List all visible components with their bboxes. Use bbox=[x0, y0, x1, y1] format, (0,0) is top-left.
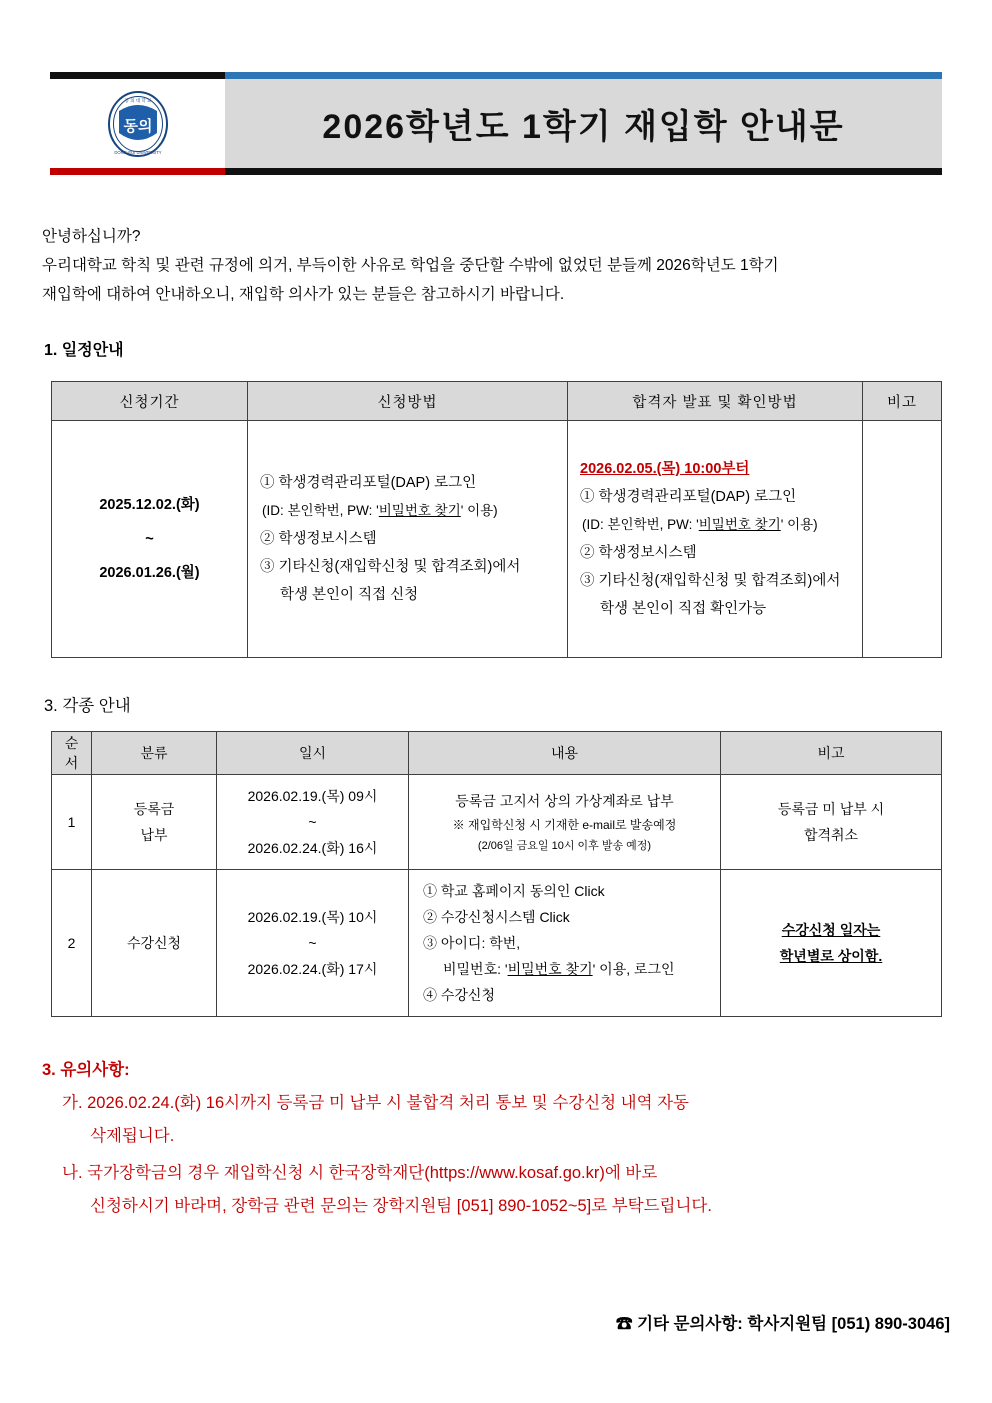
notice-list bbox=[62, 1087, 952, 1227]
misc-row2-datetime-tilde: ~ bbox=[308, 935, 317, 951]
greeting-line-3: 재입학에 대하여 안내하오니, 재입학 의사가 있는 분들은 참고하시기 바랍니다. bbox=[42, 286, 565, 303]
method-step-3: ③ 기타신청(재입학신청 및 합격조회)에서 bbox=[260, 559, 521, 575]
method-credentials: (ID: 본인학번, PW: '비밀번호 찾기' 이용) bbox=[262, 503, 498, 518]
greeting-line-1: 안녕하십니까? bbox=[42, 228, 141, 245]
misc-row2-category: 수강신청 bbox=[92, 870, 217, 1017]
period-tilde: ~ bbox=[145, 531, 154, 547]
svg-text:DONG-EUI UNIVERSITY: DONG-EUI UNIVERSITY bbox=[113, 149, 162, 155]
misc-col-order bbox=[52, 732, 92, 775]
misc-row1-content-line1: 등록금 고지서 상의 가상계좌로 납부 bbox=[455, 793, 674, 809]
misc-col-datetime: 일시 bbox=[217, 732, 409, 775]
result-step-3-cont: 학생 본인이 직접 확인가능 bbox=[600, 601, 767, 617]
misc-row2-datetime bbox=[217, 870, 409, 1017]
misc-row1-datetime-tilde: ~ bbox=[308, 814, 317, 830]
university-logo bbox=[50, 79, 225, 168]
list-item bbox=[62, 1157, 952, 1223]
period-end: 2026.01.26.(월) bbox=[99, 565, 200, 581]
method-step-1: ① 학생경력관리포털(DAP) 로그인 bbox=[260, 475, 477, 491]
misc-table bbox=[51, 731, 942, 1017]
notice-1-line2: 삭제됩니다. bbox=[90, 1127, 175, 1145]
password-find-link-3[interactable]: 비밀번호 찾기 bbox=[507, 961, 593, 977]
notice-2-line1: 국가장학금의 경우 재입학신청 시 한국장학재단(https://www.kosaf.go.kr)에 바로 bbox=[87, 1164, 658, 1182]
misc-col-content: 내용 bbox=[409, 732, 721, 775]
misc-table-header-row bbox=[52, 732, 942, 775]
schedule-col-period: 신청기간 bbox=[52, 382, 248, 421]
misc-row1-content-line3: (2/06일 금요일 10시 이후 발송 예정) bbox=[477, 840, 652, 852]
schedule-table-row bbox=[52, 421, 942, 658]
schedule-table-header-row bbox=[52, 382, 942, 421]
list-item bbox=[62, 1087, 952, 1153]
misc-row2-no: 2 bbox=[52, 870, 92, 1017]
misc-row2-datetime-start: 2026.02.19.(목) 10시 bbox=[247, 909, 378, 925]
footer-contact-text: 기타 문의사항: 학사지원팀 [051) 890-3046] bbox=[637, 1315, 950, 1333]
result-step-2: ② 학생정보시스템 bbox=[580, 545, 697, 561]
schedule-col-result: 합격자 발표 및 확인방법 bbox=[568, 382, 863, 421]
password-find-link[interactable]: 비밀번호 찾기 bbox=[378, 503, 461, 518]
period-start: 2025.12.02.(화) bbox=[99, 497, 200, 513]
misc-col-order-line2: 서 bbox=[64, 755, 79, 771]
misc-row2-content-line1: ① 학교 홈페이지 동의인 Click bbox=[423, 883, 605, 899]
misc-row1-datetime bbox=[217, 775, 409, 870]
misc-row2-content-line4: 비밀번호: '비밀번호 찾기' 이용, 로그인 bbox=[443, 961, 675, 977]
header-rule-bottom bbox=[225, 168, 942, 175]
misc-row1-datetime-start: 2026.02.19.(목) 09시 bbox=[247, 788, 378, 804]
header-rule-top-left bbox=[50, 72, 225, 79]
result-step-1: ① 학생경력관리포털(DAP) 로그인 bbox=[580, 489, 797, 505]
misc-row1-category-line1: 등록금 bbox=[133, 801, 175, 817]
misc-row1-remark bbox=[721, 775, 942, 870]
method-step-3-cont: 학생 본인이 직접 신청 bbox=[280, 587, 419, 603]
university-emblem-icon bbox=[107, 91, 169, 157]
misc-row2-remark-line1: 수강신청 일자는 bbox=[781, 922, 881, 938]
table-row bbox=[52, 870, 942, 1017]
misc-row1-remark-line2: 합격취소 bbox=[803, 827, 859, 843]
misc-row2-datetime-end: 2026.02.24.(화) 17시 bbox=[247, 961, 378, 977]
misc-row2-content-line5: ④ 수강신청 bbox=[423, 987, 495, 1003]
svg-text:동 의 대 학 교: 동 의 대 학 교 bbox=[124, 97, 151, 103]
misc-row1-content-line2: ※ 재입학신청 시 기재한 e-mail로 발송예정 bbox=[452, 818, 677, 832]
notice-1-line1: 2026.02.24.(화) 16시까지 등록금 미 납부 시 불합격 처리 통보 및 수강신청 내역 자동 bbox=[87, 1094, 689, 1112]
misc-row1-datetime-end: 2026.02.24.(화) 16시 bbox=[247, 840, 378, 856]
schedule-result-cell bbox=[568, 421, 863, 658]
schedule-table bbox=[51, 381, 942, 658]
misc-row1-category-line2: 납부 bbox=[140, 827, 168, 843]
misc-row2-content-line2: ② 수강신청시스템 Click bbox=[423, 909, 570, 925]
schedule-remark-cell bbox=[863, 421, 942, 658]
misc-row2-content-line3: ③ 아이디: 학번, bbox=[423, 935, 521, 951]
result-step-3: ③ 기타신청(재입학신청 및 합격조회)에서 bbox=[580, 573, 841, 589]
misc-row1-no: 1 bbox=[52, 775, 92, 870]
misc-col-category: 분류 bbox=[92, 732, 217, 775]
misc-row1-remark-line1: 등록금 미 납부 시 bbox=[777, 801, 885, 817]
schedule-method-cell bbox=[248, 421, 568, 658]
schedule-col-remark: 비고 bbox=[863, 382, 942, 421]
method-step-2: ② 학생정보시스템 bbox=[260, 531, 377, 547]
notice-2-marker: 나. bbox=[62, 1164, 83, 1182]
misc-row2-remark bbox=[721, 870, 942, 1017]
notice-1-marker: 가. bbox=[62, 1094, 83, 1112]
page-title: 2026학년도 1학기 재입학 안내문 bbox=[322, 108, 845, 146]
misc-col-remark: 비고 bbox=[721, 732, 942, 775]
section-heading-notice: 3. 유의사항: bbox=[42, 1061, 130, 1079]
document-header bbox=[50, 72, 942, 175]
result-announcement-date: 2026.02.05.(목) 10:00부터 bbox=[580, 461, 750, 477]
section-heading-misc: 3. 각종 안내 bbox=[44, 697, 131, 715]
notice-2-line2: 신청하시기 바라며, 장학금 관련 문의는 장학지원팀 [051] 890-1052~5]로 부탁드립니다. bbox=[90, 1197, 712, 1215]
schedule-col-method: 신청방법 bbox=[248, 382, 568, 421]
svg-text:동의: 동의 bbox=[123, 118, 152, 135]
footer-contact bbox=[0, 1310, 950, 1334]
header-rule-top bbox=[225, 72, 942, 79]
header-title-box bbox=[225, 79, 942, 168]
greeting-line-2: 우리대학교 학칙 및 관련 규정에 의거, 부득이한 사유로 학업을 중단할 수밖에 없었던 분들께 2026학년도 1학기 bbox=[42, 257, 779, 274]
phone-icon: ☎ bbox=[616, 1315, 633, 1333]
misc-row1-category bbox=[92, 775, 217, 870]
misc-row1-content bbox=[409, 775, 721, 870]
misc-row2-content bbox=[409, 870, 721, 1017]
result-credentials: (ID: 본인학번, PW: '비밀번호 찾기' 이용) bbox=[582, 517, 818, 532]
section-heading-schedule: 1. 일정안내 bbox=[44, 342, 124, 359]
misc-row2-remark-line2: 학년별로 상이함. bbox=[779, 948, 883, 964]
table-row bbox=[52, 775, 942, 870]
schedule-period-cell bbox=[52, 421, 248, 658]
greeting-paragraph bbox=[42, 222, 952, 309]
password-find-link-2[interactable]: 비밀번호 찾기 bbox=[698, 517, 781, 532]
header-rule-bottom-left bbox=[50, 168, 225, 175]
misc-col-order-line1: 순 bbox=[64, 735, 79, 751]
